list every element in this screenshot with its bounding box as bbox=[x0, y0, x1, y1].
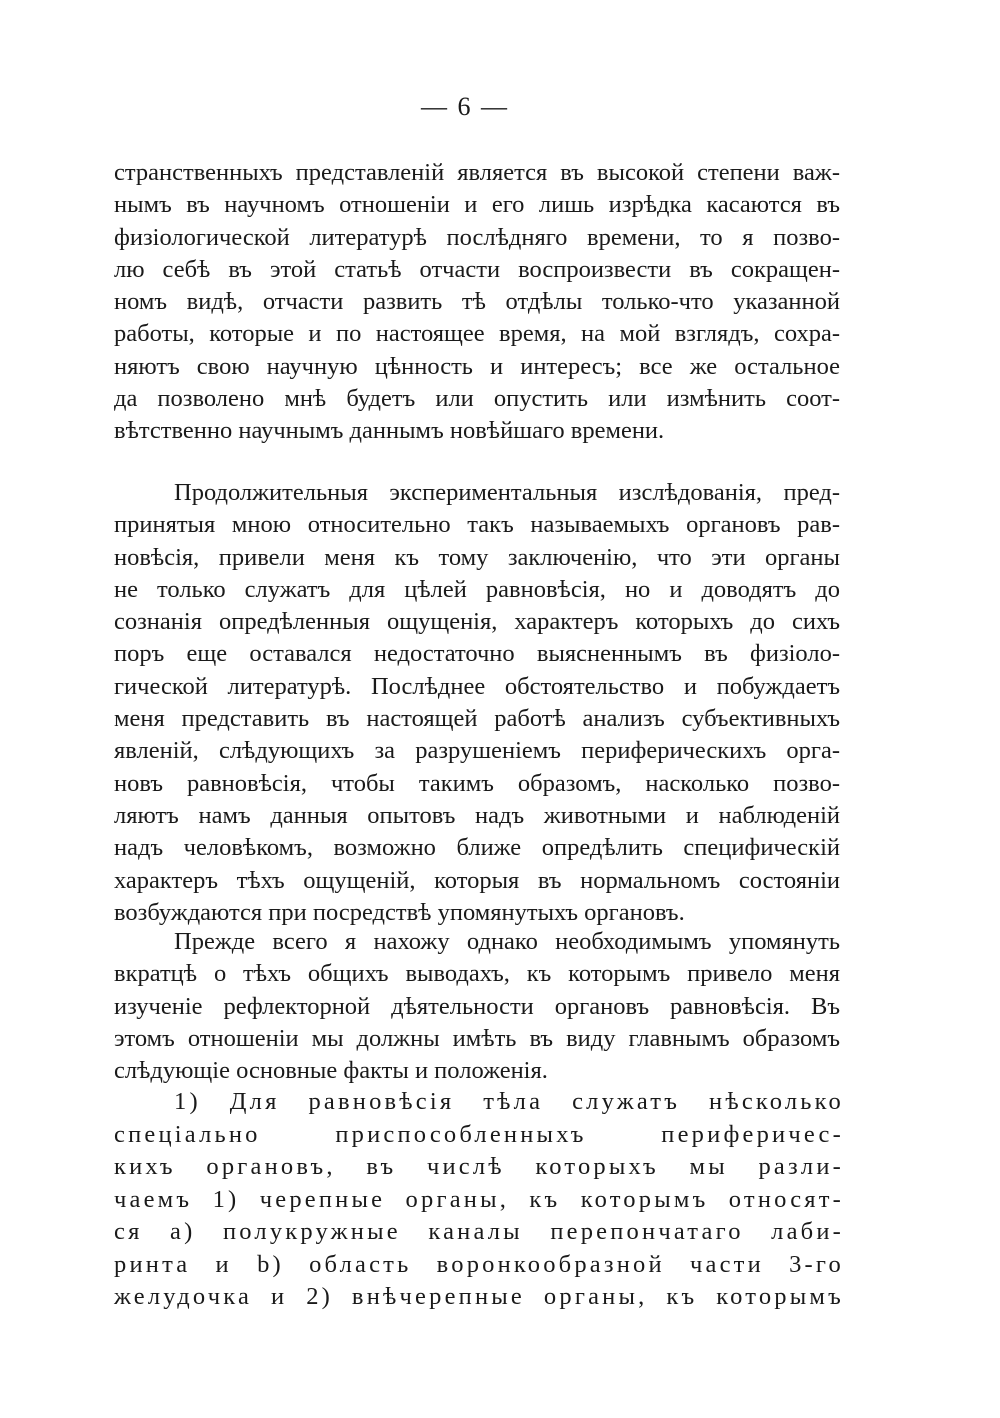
text-line: характеръ тѣхъ ощущеній, которыя въ нормальномъ состояніи bbox=[114, 866, 840, 894]
text-line: слѣдующіе основные факты и положенія. bbox=[114, 1057, 548, 1085]
text-line: не только служатъ для цѣлей равновѣсія, но и доводятъ до bbox=[114, 575, 840, 603]
text-line: нымъ въ научномъ отношеніи и его лишь изрѣдка касаются въ bbox=[114, 191, 840, 219]
text-line: возбуждаются при посредствѣ упомянутыхъ органовъ. bbox=[114, 898, 685, 926]
text-line: да позволено мнѣ будетъ или опустить или измѣнить соот- bbox=[114, 385, 840, 413]
text-line: кихъ органовъ, въ числѣ которыхъ мы разли- bbox=[114, 1153, 844, 1180]
text-line: гической литературѣ. Послѣднее обстоятельство и побуждаетъ bbox=[114, 672, 840, 700]
text-line: новѣсія, привели меня къ тому заключенію, что эти органы bbox=[114, 543, 840, 571]
text-line: изученіе рефлекторной дѣятельности органовъ равновѣсія. Въ bbox=[114, 992, 840, 1020]
text-line: явленій, слѣдующихъ за разрушеніемъ периферическихъ орга- bbox=[114, 737, 840, 765]
text-line: спеціально приспособленныхъ периферичес- bbox=[114, 1120, 844, 1148]
text-line: работы, которые и по настоящее время, на мой взглядъ, сохра- bbox=[114, 320, 840, 348]
text-line: лю себѣ въ этой статьѣ отчасти воспроизвести въ сокращен- bbox=[114, 255, 840, 283]
paragraph-4-spaced bbox=[114, 1086, 844, 1314]
text-line: няютъ свою научную цѣнность и интересъ; все же остальное bbox=[114, 352, 840, 380]
text-line: надъ человѣкомъ, возможно ближе опредѣлить специфическій bbox=[114, 834, 840, 862]
text-line: номъ видѣ, отчасти развить тѣ отдѣлы только-что указанной bbox=[114, 288, 840, 316]
text-line: Продолжительныя экспериментальныя изслѣдованія, пред- bbox=[174, 479, 840, 506]
text-line: странственныхъ представленій является въ высокой степени важ- bbox=[114, 159, 840, 186]
text-line: новъ равновѣсія, чтобы такимъ образомъ, насколько позво- bbox=[114, 769, 840, 797]
text-line: вѣтственно научнымъ даннымъ новѣйшаго времени. bbox=[114, 417, 665, 445]
text-line: желудочка и 2) внѣчерепные органы, къ которымъ bbox=[114, 1283, 844, 1310]
text-line: ляютъ намъ данныя опытовъ надъ животными и наблюденій bbox=[114, 801, 840, 829]
text-line: этомъ отношеніи мы должны имѣть въ виду главнымъ образомъ bbox=[114, 1024, 840, 1052]
page-number: — 6 — bbox=[421, 92, 509, 121]
text-line: поръ еще оставался недостаточно выясненнымъ въ физіоло- bbox=[114, 640, 840, 668]
paragraph-2 bbox=[114, 477, 840, 929]
text-line: чаемъ 1) черепные органы, къ которымъ относят- bbox=[114, 1185, 844, 1213]
text-line: ся a) полукружные каналы перепончатаго лаби- bbox=[114, 1218, 844, 1245]
text-line: меня представить въ настоящей работѣ анализъ субъективныхъ bbox=[114, 705, 840, 733]
text-line: ринта и b) область воронкообразной части 3-го bbox=[114, 1250, 844, 1278]
text-line: сознанія опредѣленныя ощущенія, характеръ которыхъ до сихъ bbox=[114, 608, 840, 636]
text-line: 1) Для равновѣсія тѣла служатъ нѣсколько bbox=[174, 1088, 844, 1115]
text-line: принятыя мною относительно такъ называемыхъ органовъ рав- bbox=[114, 511, 840, 539]
text-line: Прежде всего я нахожу однако необходимымъ упомянуть bbox=[174, 928, 840, 955]
paragraph-3 bbox=[114, 926, 840, 1087]
paragraph-1 bbox=[114, 157, 840, 448]
text-line: вкратцѣ о тѣхъ общихъ выводахъ, къ которымъ привело меня bbox=[114, 960, 840, 988]
text-line: физіологической литературѣ послѣдняго времени, то я позво- bbox=[114, 223, 840, 251]
